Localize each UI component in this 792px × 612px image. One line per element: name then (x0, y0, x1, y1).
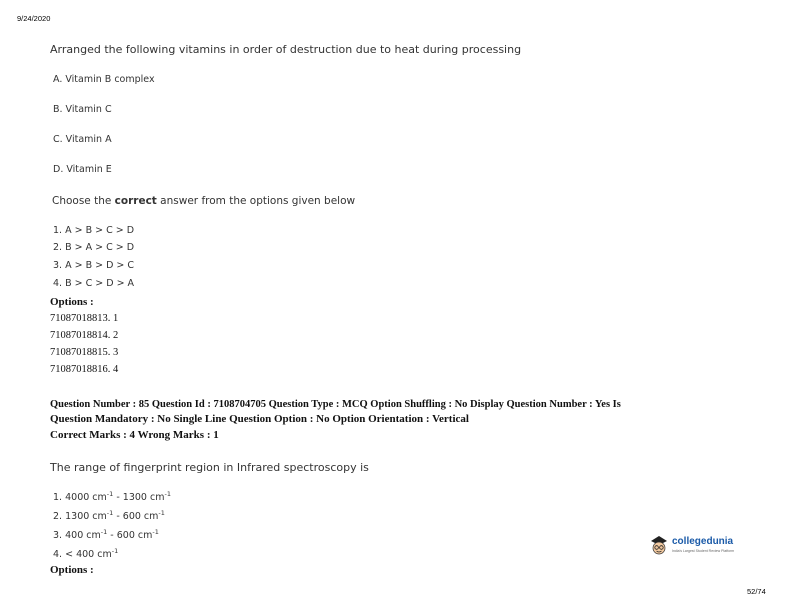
q2-opt2-dash: - (116, 511, 120, 522)
answer-option-2: 2. B > A > C > D (53, 242, 135, 253)
q2-opt2-a: 1300 cm (65, 511, 107, 522)
q2-answer-option-4 (53, 547, 118, 560)
q2-answer-option-3 (53, 528, 159, 541)
option-id-4: 71087018816. 4 (50, 364, 119, 375)
question-meta-line-2: Question Mandatory : No Single Line Question Option : No Option Orientation : Vertical (50, 413, 469, 425)
option-id-3: 71087018815. 3 (50, 347, 119, 358)
q2-opt3-b-sup: -1 (152, 528, 159, 536)
q2-opt1-a-sup: -1 (106, 490, 114, 498)
question-2-text: The range of fingerprint region in Infrared spectroscopy is (50, 461, 369, 474)
collegedunia-logo (648, 531, 758, 559)
question-meta-line-1: Question Number : 85 Question Id : 7108704705 Question Type : MCQ Option Shuffling : No Display Question Number : Yes Is (50, 399, 621, 410)
q2-opt2-b-sup: -1 (158, 509, 165, 517)
page-number: 52/74 (747, 587, 766, 596)
options-label-1: Options : (50, 296, 94, 308)
q2-opt1-b-sup: -1 (164, 490, 171, 498)
choose-pre: Choose the (52, 195, 115, 207)
choose-post: answer from the options given below (156, 195, 356, 207)
logo-tagline: India's Largest Student Review Platform (672, 549, 735, 553)
q2-opt1-a: 4000 cm (65, 492, 107, 503)
option-id-2: 71087018814. 2 (50, 330, 119, 341)
q2-opt1-b: 1300 cm (122, 492, 165, 503)
choose-instruction (52, 195, 355, 207)
q2-opt3-b: 600 cm (116, 530, 153, 541)
options-label-2: Options : (50, 564, 94, 576)
print-date: 9/24/2020 (17, 14, 51, 23)
statement-b: B. Vitamin C (53, 104, 112, 115)
q2-answer-option-1 (53, 490, 171, 503)
q2-opt4-a: < 400 cm (65, 549, 112, 560)
question-marks: Correct Marks : 4 Wrong Marks : 1 (50, 429, 219, 441)
q2-opt4-num: 4. (53, 549, 63, 560)
q2-opt3-a: 400 cm (65, 530, 101, 541)
choose-bold: correct (114, 195, 157, 207)
statement-d: D. Vitamin E (53, 164, 112, 175)
answer-option-4: 4. B > C > D > A (53, 278, 135, 289)
q2-opt4-a-sup: -1 (111, 547, 119, 555)
q2-opt2-num: 2. (53, 511, 63, 522)
statement-a: A. Vitamin B complex (53, 74, 155, 85)
q2-opt3-num: 3. (53, 530, 63, 541)
question-1-text: Arranged the following vitamins in order of destruction due to heat during processing (50, 43, 522, 56)
q2-opt1-dash: - (116, 492, 120, 503)
answer-option-3: 3. A > B > D > C (53, 260, 135, 271)
q2-opt3-a-sup: -1 (100, 528, 108, 536)
mascot-icon (648, 533, 670, 557)
q2-opt3-dash: - (110, 530, 114, 541)
q2-opt2-b: 600 cm (122, 511, 159, 522)
q2-opt1-num: 1. (53, 492, 63, 503)
q2-opt2-a-sup: -1 (106, 509, 114, 517)
logo-name: collegedunia (672, 536, 734, 547)
answer-option-1: 1. A > B > C > D (53, 225, 135, 236)
q2-answer-option-2 (53, 509, 165, 522)
statement-c: C. Vitamin A (53, 134, 112, 145)
option-id-1: 71087018813. 1 (50, 313, 119, 324)
